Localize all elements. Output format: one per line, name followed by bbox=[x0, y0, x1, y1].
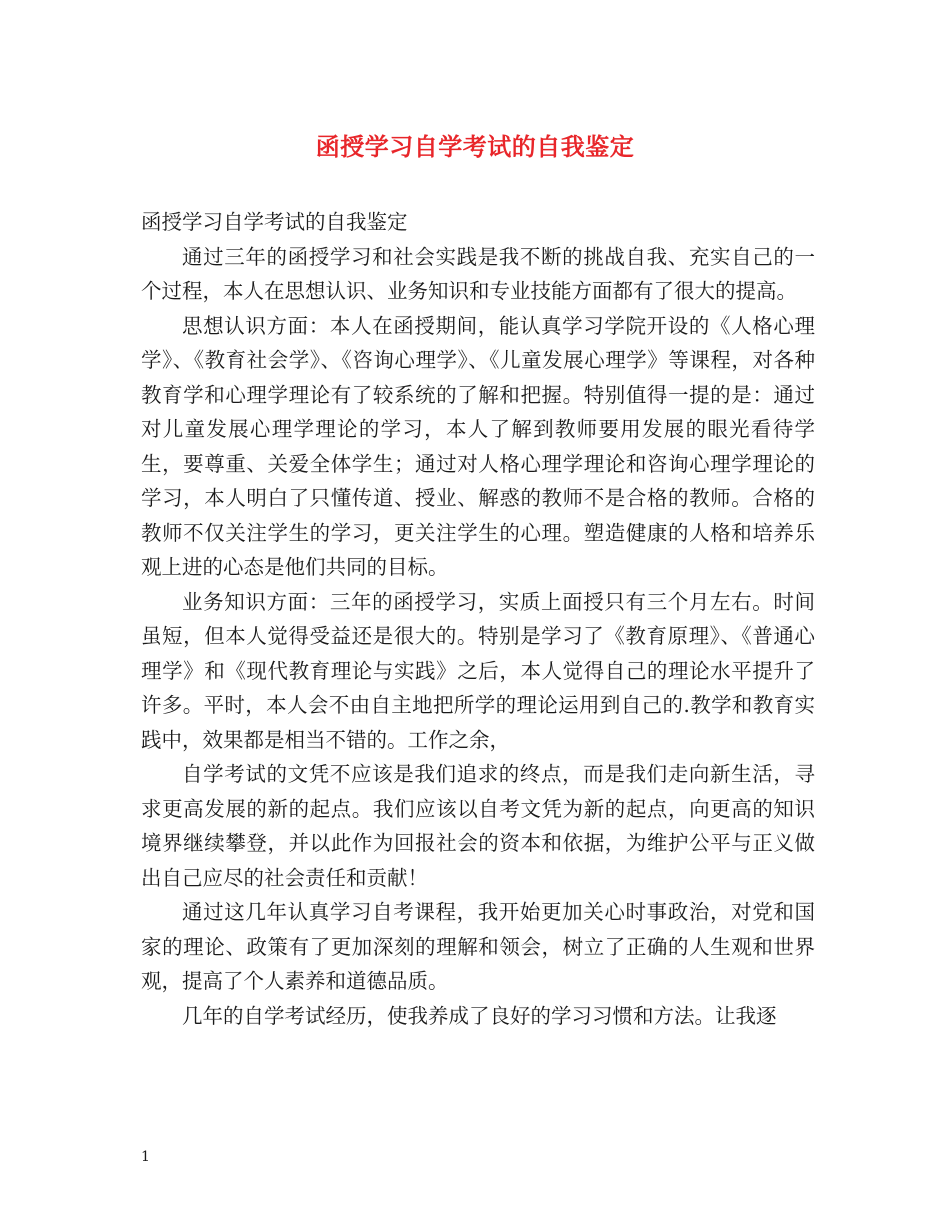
paragraph-professional-knowledge: 业务知识方面：三年的函授学习，实质上面授只有三个月左右。时间虽短，但本人觉得受益还是很大的。特别是学习了《教育原理》、《普通心理学》和《现代教育理论与实践》之后，本人觉得自己的理论水平提升了许多。平时，本人会不由自主地把所学的理论运用到自己的.教学和教育实践中，效果都是相当不错的。工作之余， bbox=[141, 589, 815, 752]
paragraph-intro: 通过三年的函授学习和社会实践是我不断的挑战自我、充实自己的一个过程，本人在思想认识、业务知识和专业技能方面都有了很大的提高。 bbox=[141, 244, 815, 303]
paragraph-study-habits: 几年的自学考试经历，使我养成了良好的学习习惯和方法。让我逐 bbox=[182, 1003, 777, 1028]
paragraph-politics: 通过这几年认真学习自考课程，我开始更加关心时事政治，对党和国家的理论、政策有了更加深刻的理解和领会，树立了正确的人生观和世界观，提高了个人素养和道德品质。 bbox=[141, 900, 815, 993]
paragraph-diploma: 自学考试的文凭不应该是我们追求的终点，而是我们走向新生活，寻求更高发展的新的起点。我们应该以自考文凭为新的起点，向更高的知识境界继续攀登，并以此作为回报社会的资本和依据，为维护公平与正义做出自己应尽的社会责任和贡献！ bbox=[141, 762, 815, 890]
paragraph-ideology: 思想认识方面：本人在函授期间，能认真学习学院开设的《人格心理学》、《教育社会学》、《咨询心理学》、《儿童发展心理学》等课程，对各种教育学和心理学理论有了较系统的了解和把握。特别值得一提的是：通过对儿童发展心理学理论的学习，本人了解到教师要用发展的眼光看待学生，要尊重、关爱全体学生；通过对人格心理学理论和咨询心理学理论的学习，本人明白了只懂传道、授业、解惑的教师不是合格的教师。合格的教师不仅关注学生的学习，更关注学生的心理。塑造健康的人格和培养乐观上进的心态是他们共同的目标。 bbox=[141, 313, 815, 579]
document-subtitle: 函授学习自学考试的自我鉴定 bbox=[141, 210, 408, 234]
page-number: 1 bbox=[141, 1149, 150, 1165]
document-body bbox=[141, 205, 815, 1033]
document-title: 函授学习自学考试的自我鉴定 bbox=[315, 132, 635, 161]
